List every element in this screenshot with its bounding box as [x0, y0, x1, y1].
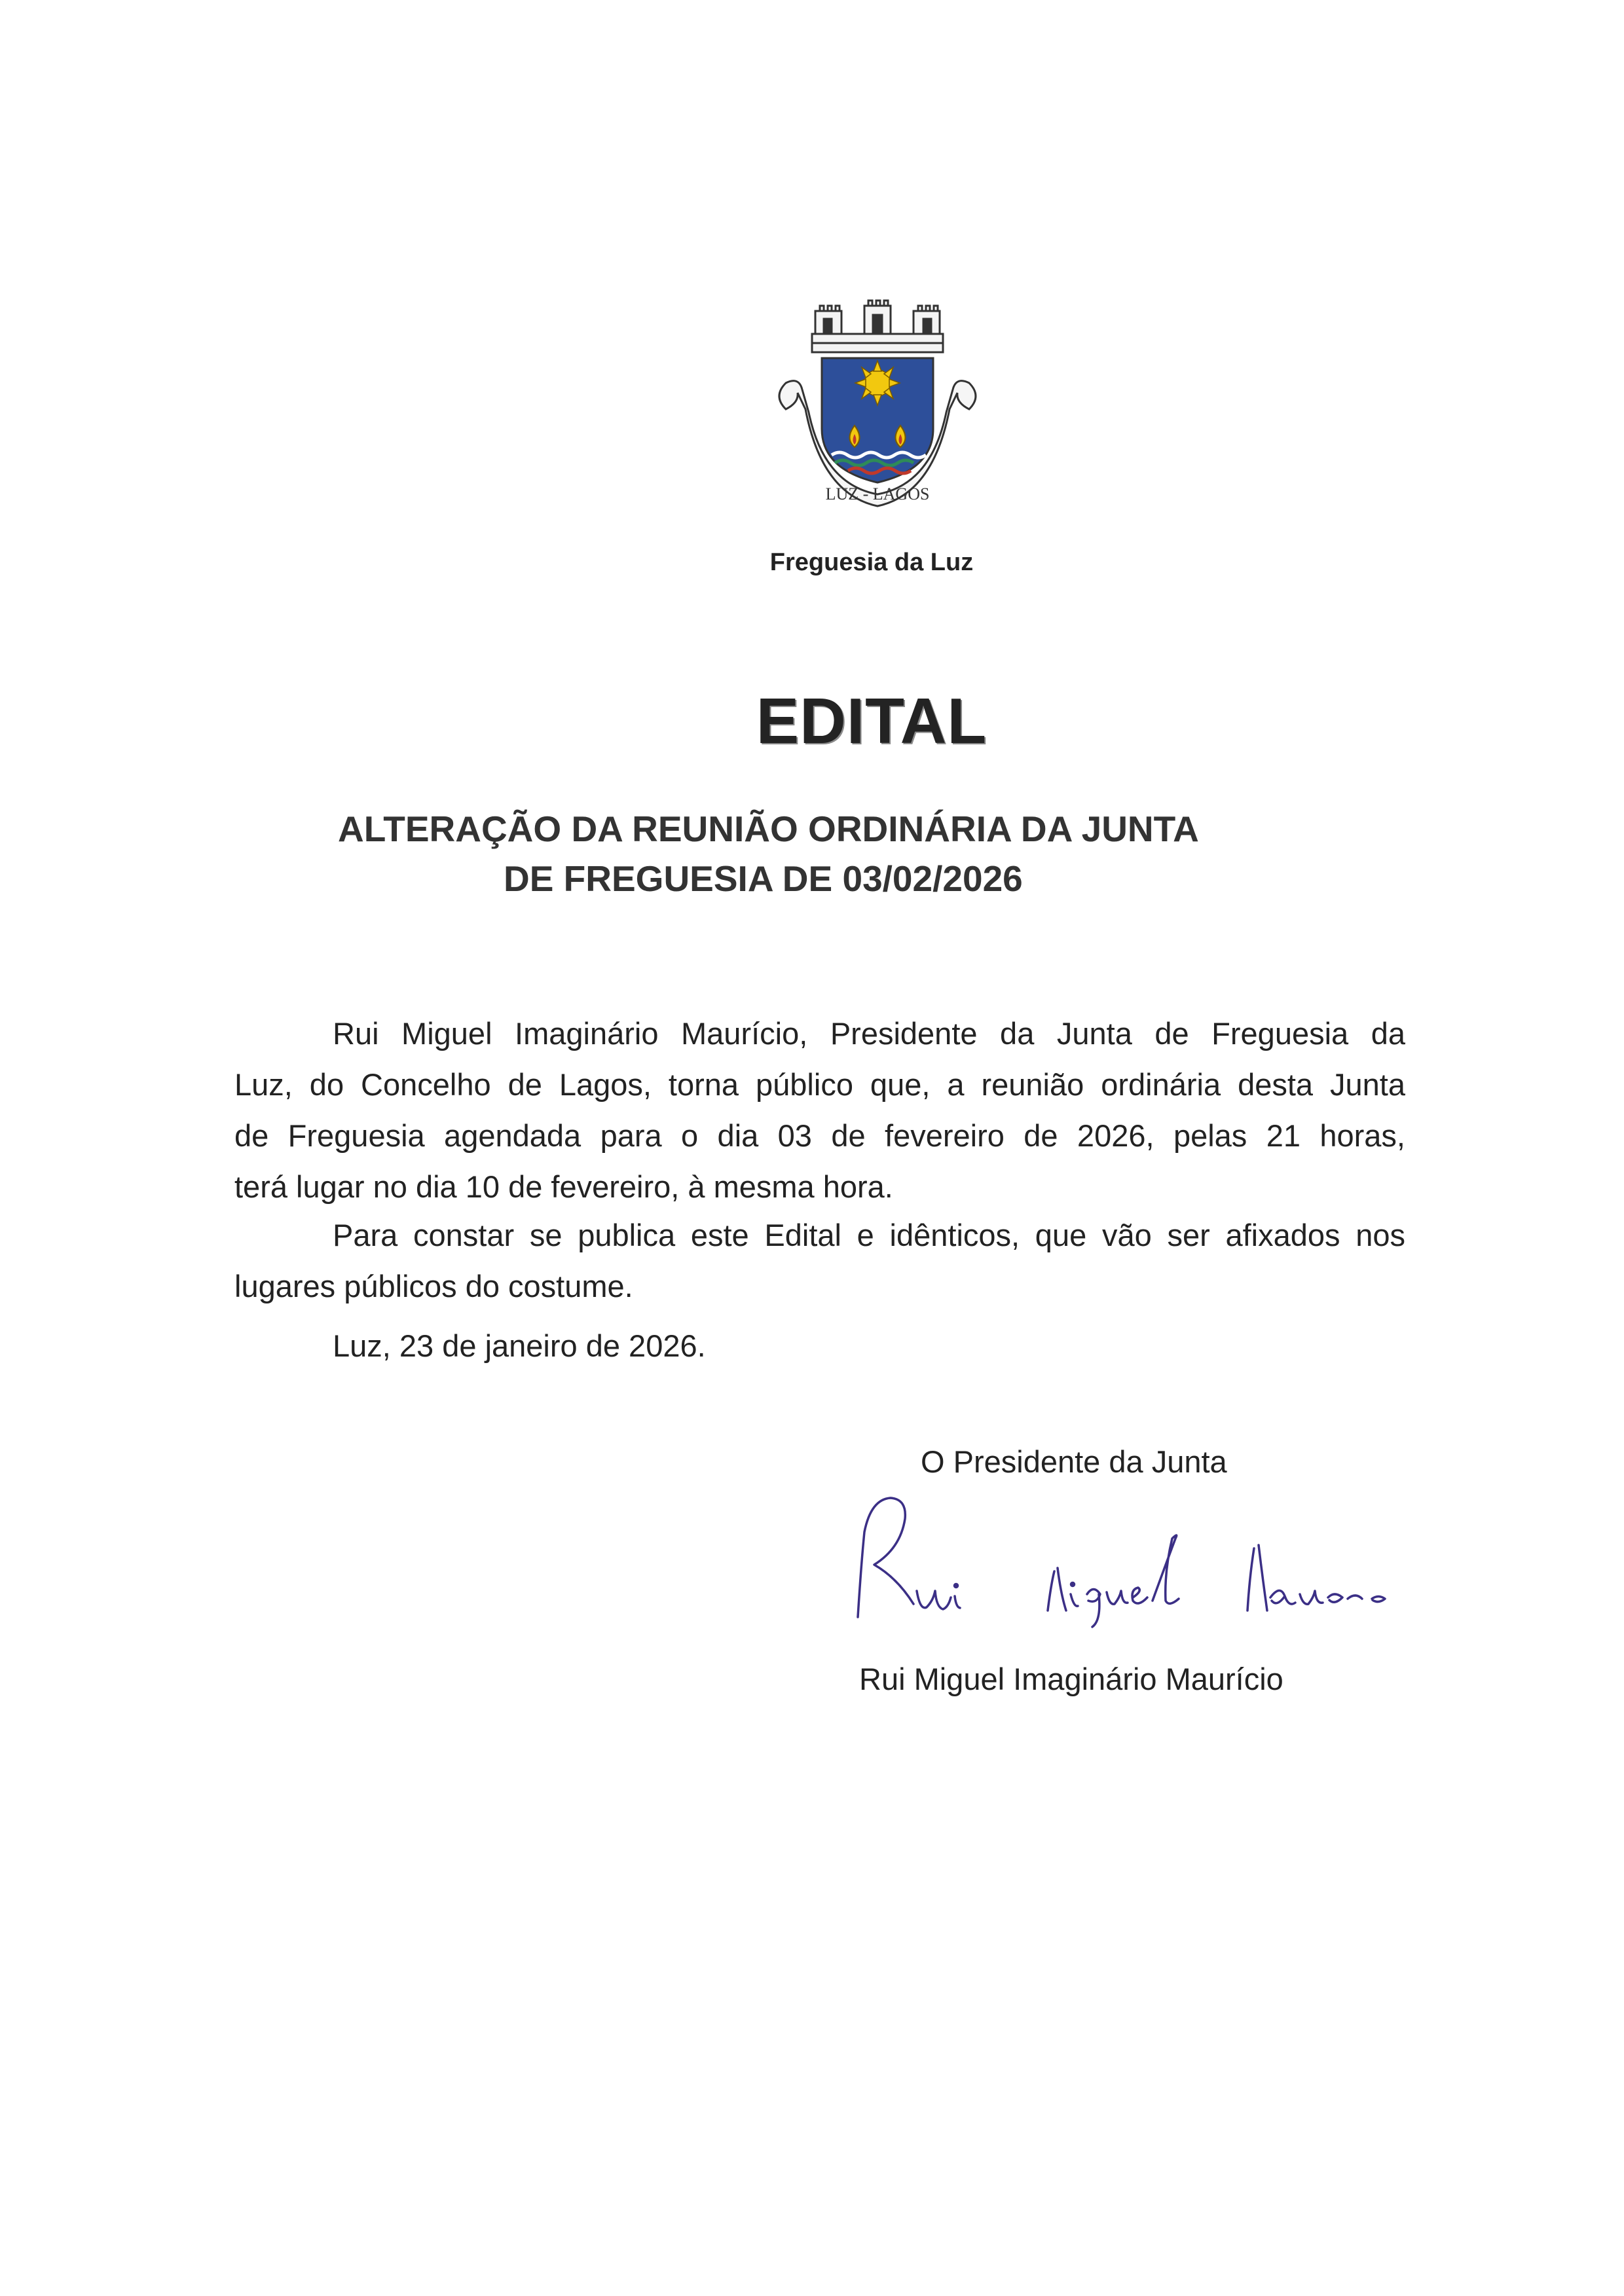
mural-crown [812, 301, 943, 352]
paragraph-line: Para constar se publica este Edital e idênticos, que vão ser afixados nos [333, 1218, 1405, 1252]
paragraph-line: de Freguesia agendada para o dia 03 de fevereiro de 2026, pelas 21 horas, [234, 1118, 1405, 1153]
date-line: Luz, 23 de janeiro de 2026. [333, 1328, 706, 1363]
paragraph-line: Luz, do Concelho de Lagos, torna público que, a reunião ordinária desta Junta [234, 1067, 1405, 1102]
body-paragraph-1 [234, 1008, 1405, 1212]
signatory-role: O Presidente da Junta [921, 1444, 1227, 1479]
paragraph-line: Rui Miguel Imaginário Maurício, Presidente da Junta de Freguesia da [333, 1016, 1405, 1051]
body-paragraph-2 [234, 1210, 1405, 1312]
sun-emblem [855, 361, 900, 405]
document-subject [338, 804, 1405, 903]
motto-text: LUZ - LAGOS [825, 484, 930, 503]
coat-of-arms-crest [760, 298, 995, 520]
organization-name: Freguesia da Luz [769, 549, 974, 576]
handwritten-signature [845, 1486, 1447, 1643]
signatory-name: Rui Miguel Imaginário Maurício [859, 1662, 1283, 1696]
paragraph-line: lugares públicos do costume. [234, 1269, 633, 1303]
subject-line-2: DE FREGUESIA DE 03/02/2026 [504, 858, 1023, 899]
subject-line-1: ALTERAÇÃO DA REUNIÃO ORDINÁRIA DA JUNTA [338, 809, 1199, 849]
paragraph-line: terá lugar no dia 10 de fevereiro, à mesma hora. [234, 1169, 893, 1204]
document-title: EDITAL [756, 685, 987, 757]
